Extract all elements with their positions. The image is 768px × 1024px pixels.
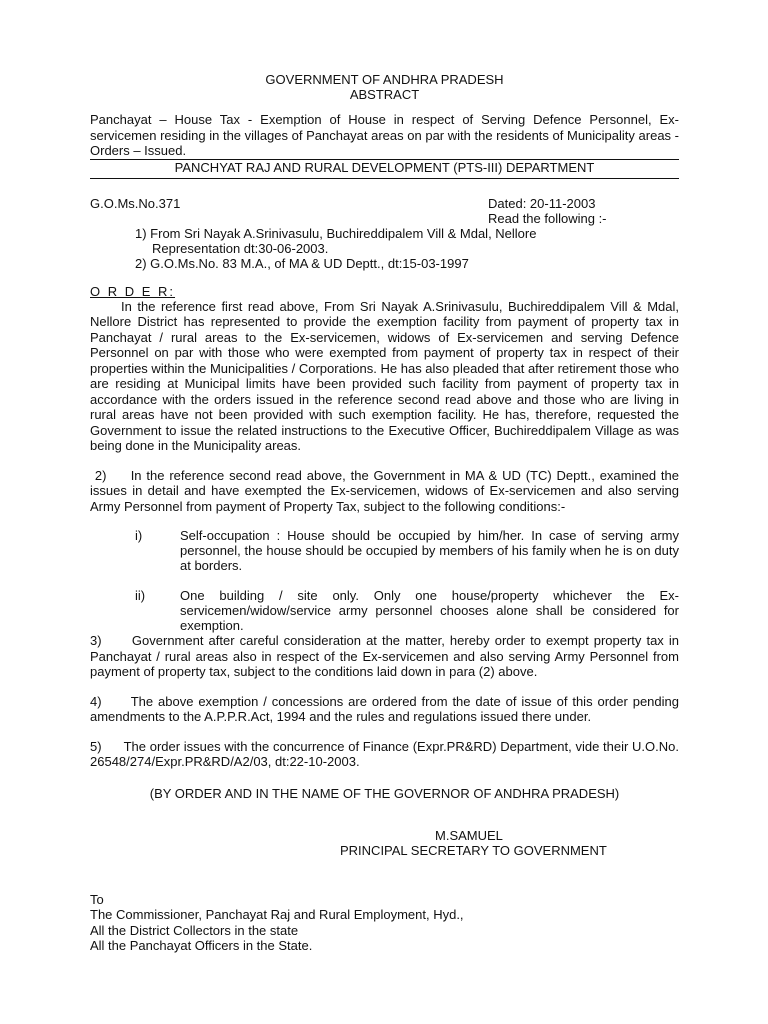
to-label: To bbox=[90, 891, 104, 907]
paragraph-4: 4) The above exemption / concessions are ordered from the date of issue of this order pending amendments to the A.P.P.R.Act, 1994 and the rules and regulations issued there under. bbox=[90, 693, 683, 724]
condition-item bbox=[90, 528, 679, 573]
paragraph-5: 5) The order issues with the concurrence of Finance (Expr.PR&RD) Department, vide their U.O.No. 26548/274/Expr.PR&RD/A2/03, dt:22-10-2003. bbox=[90, 738, 683, 769]
recipient-line: All the Panchayat Officers in the State. bbox=[90, 938, 313, 953]
condition-item bbox=[90, 588, 679, 633]
paragraph-2: 2) In the reference second read above, the Government in MA & UD (TC) Deptt., examined the issues in detail and have exempted the Ex-servicemen, widows of Ex-servicemen and also serving Army Personnel from payment of Property Tax, subject to the following conditions:- bbox=[90, 467, 683, 514]
recipient-line: The Commissioner, Panchayat Raj and Rural Employment, Hyd., bbox=[90, 907, 464, 922]
read-following-row bbox=[90, 211, 679, 226]
reference-1-continuation: Representation dt:30-06-2003. bbox=[152, 240, 329, 256]
condition-text: Self-occupation : House should be occupied by him/her. In case of serving army personnel, the house should be occupied by members of his family when he is on duty at borders. bbox=[180, 528, 679, 573]
go-number-row bbox=[90, 196, 679, 211]
paragraph-3: 3) Government after careful consideration at the matter, hereby order to exempt property tax in Panchayat / rural areas also in respect of the Ex-servicemen and also serving Army Personnel from payment of property tax, subject to the conditions laid down in para (2) above. bbox=[90, 633, 683, 679]
government-heading: GOVERNMENT OF ANDHRA PRADESH bbox=[265, 72, 504, 87]
condition-text: One building / site only. Only one house/property whichever the Ex-servicemen/widow/service army personnel chooses alone shall be considered for exemption. bbox=[180, 588, 679, 633]
department-title: PANCHYAT RAJ AND RURAL DEVELOPMENT (PTS-III) DEPARTMENT bbox=[90, 159, 679, 175]
subject-paragraph: Panchayat – House Tax - Exemption of House in respect of Serving Defence Personnel, Ex-servicemen residing in the villages of Panchayat areas on par with the residents of Municipality areas - Orders – Issued. bbox=[90, 112, 679, 158]
reference-2: 2) G.O.Ms.No. 83 M.A., of MA & UD Deptt., dt:15-03-1997 bbox=[135, 255, 469, 271]
divider bbox=[90, 178, 679, 179]
reference-1: 1) From Sri Nayak A.Srinivasulu, Buchireddipalem Vill & Mdal, Nellore bbox=[135, 225, 537, 241]
paragraph-1: In the reference first read above, From Sri Nayak A.Srinivasulu, Buchireddipalem Vill & Mdal, Nellore District has represented to provide the exemption facility from payment of property tax in Panchayat / rural areas to the Ex-servicemen, widows of Ex-servicemen and serving Defence Personnel on par with those who were exempted from payment of property tax in respect of their properties within the Municipalities / Corporations. He has also pleaded that after retirement those who are residing at Municipal limits have been provided such facility from payment of property tax in accordance with the orders issued in the reference second read above and those who are living in rural areas have not been provided with such exemption facility. He has, therefore, requested the Government to issue the related instructions to the Executive Officer, Buchireddipalem Village as was being done in the Municipality areas. bbox=[90, 298, 679, 453]
go-number: G.O.Ms.No.371 bbox=[90, 195, 181, 211]
signatory-title: PRINCIPAL SECRETARY TO GOVERNMENT bbox=[340, 842, 607, 858]
dated: Dated: 20-11-2003 bbox=[488, 195, 596, 211]
recipient-line: All the District Collectors in the state bbox=[90, 922, 299, 938]
read-following: Read the following :- bbox=[488, 210, 607, 226]
condition-number: ii) bbox=[135, 588, 146, 603]
abstract-heading: ABSTRACT bbox=[349, 87, 420, 102]
recipients bbox=[90, 892, 679, 954]
signoff: (BY ORDER AND IN THE NAME OF THE GOVERNOR OF ANDHRA PRADESH) bbox=[149, 785, 620, 801]
signatory-name: M.SAMUEL bbox=[435, 827, 503, 843]
reference-list bbox=[90, 226, 679, 271]
order-heading: O R D E R: bbox=[90, 283, 176, 299]
condition-number: i) bbox=[135, 528, 143, 543]
document-page bbox=[90, 72, 683, 954]
